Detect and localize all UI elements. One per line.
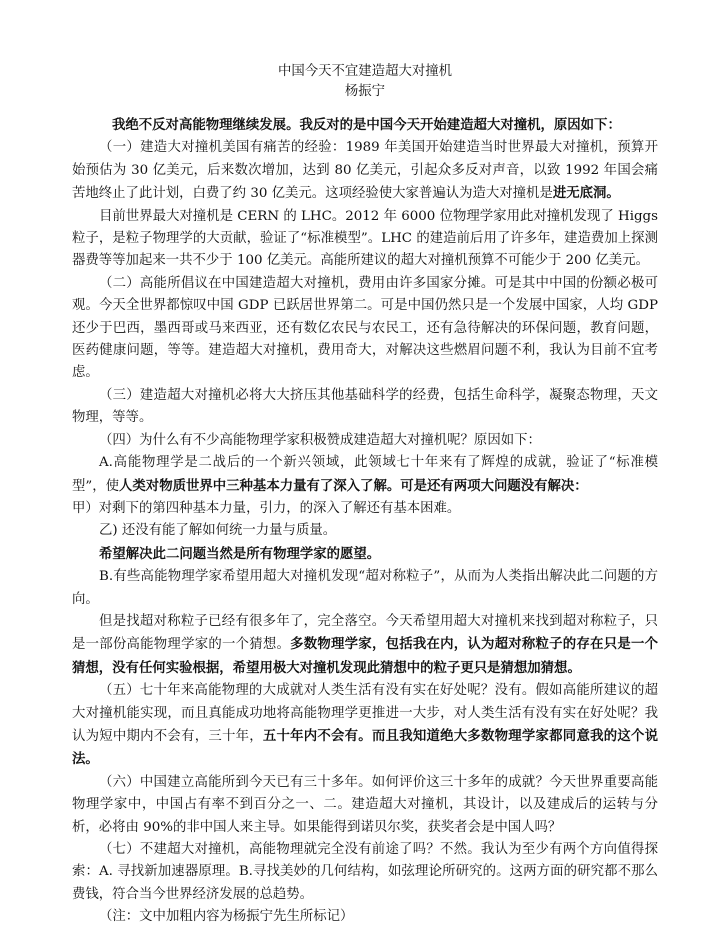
section-4-reason-c [72,611,658,680]
section-5-bold-text: 五十年内不会有。而且我知道绝大多数物理学家都同意我的这个说法。 [72,727,659,768]
section-6-paragraph: （六）中国建立高能所到今天已有三十多年。如何评价这三十多年的成就？今天世界重要高能物理学家中，中国占有率不到百分之一、二。建造超大对撞机，其设计，以及建成后的运转与分析，必将由 90%的非中国人来主导。如果能得到诺贝尔奖，获奖者会是中国人吗？ [72,774,658,835]
reason-a-bold-text: 人类对物质世界中三种基本力量有了深入了解。可是还有两项大问题没有解决： [119,477,588,494]
section-7-paragraph: （七）不建超大对撞机，高能物理就完全没有前途了吗？不然。我认为至少有两个方向值得探索：A. 寻找新加速器原理。B.寻找美妙的几何结构，如弦理论所研究的。这两方面的研究都不那么费钱，符合当今世界经济发展的总趋势。 [72,842,658,902]
reason-a-text: A.高能物理学是二战后的一个新兴领域，此领域七十年来有了辉煌的成就，验证了“标准模型”，使 [72,455,658,494]
section-1-paragraph [72,137,658,205]
section-5-text: （五）七十年来高能物理的大成就对人类生活有没有实在好处呢？没有。假如高能所建议的超大对撞机能实现，而且真能成功地将高能物理学更推进一大步，对人类生活有没有实在好处呢？我认为短中期内不会有，三十年， [72,683,658,744]
reason-a-item-2: 乙) 还没有能了解如何统一力量与质量。 [99,523,337,539]
editor-note: （注：文中加粗内容为杨振宁先生所标记） [99,909,354,925]
section-2-paragraph: （二）高能所倡议在中国建造超大对撞机，费用由许多国家分摊。可是其中中国的份额必极可观。今天全世界都惊叹中国 GDP 已跃居世界第二。可是中国仍然只是一个发展中国家，人均 GDP 还少于巴西，墨西哥或马来西亚，还有数亿农民与农民工，还有急待解决的环保问题，教育问题，医药健康问题，等等。建造超大对撞机，费用奇大，对解决这些燃眉问题不利，我认为目前不宜考虑。 [72,275,658,381]
document-title: 中国今天不宜建造超大对撞机 [277,64,453,79]
reason-c-bold-text: 多数物理学家，包括我在内，认为超对称粒子的存在只是一个猜想，没有任何实验根据，希望用极大对撞机发现此猜想中的粒子更只是猜想加猜想。 [72,636,659,676]
section-4-question: （四）为什么有不少高能物理学家积极赞成建造超大对撞机呢？原因如下： [99,432,541,448]
document-page [72,62,658,929]
section-1-bold-text: 进无底洞。 [552,185,620,202]
section-4-reason-a [72,452,658,498]
reason-a-conclusion-bold: 希望解决此二问题当然是所有物理学家的愿望。 [99,545,381,562]
section-5-paragraph [72,680,658,772]
section-1-text: （一）建造大对撞机美国有痛苦的经验：1989 年美国开始建造当时世界最大对撞机，预算开始预估为 30 亿美元，后来数次增加，达到 80 亿美元，引起众多反对声音，以致 1992 年国会痛苦地终止了此计划，白费了约 30 亿美元。这项经验使大家普遍认为造大对撞机是 [72,140,658,202]
section-4-reason-b: B.有些高能物理学家希望用超大对撞机发现“超对称粒子”，从而为人类指出解决此二问题的方向。 [72,569,658,607]
section-1-lhc-paragraph: 目前世界最大对撞机是 CERN 的 LHC。2012 年 6000 位物理学家用此对撞机发现了 Higgs 粒子，是粒子物理学的大贡献，验证了“标准模型”。LHC 的建造前后用了许多年，建造费加上探测器费等等加起来一共不少于 100 亿美元。高能所建议的超大对撞机预算不可能少于 200 亿美元。 [72,208,658,269]
reason-c-text: 但是找超对称粒子已经有很多年了，完全落空。今天希望用超大对撞机来找到超对称粒子，只是一部份高能物理学家的一个猜想。 [72,613,658,653]
reason-a-conclusion [72,543,658,566]
document-author: 杨振宁 [344,84,386,99]
section-3-paragraph: （三）建造超大对撞机必将大大挤压其他基础科学的经费，包括生命科学，凝聚态物理，天文物理，等等。 [72,387,658,426]
reason-a-item-1: 甲）对剩下的第四种基本力量，引力，的深入了解还有基本困难。 [72,500,461,516]
intro-paragraph [72,114,658,137]
intro-text: 我绝不反对高能物理继续发展。我反对的是中国今天开始建造超大对撞机，原因如下： [112,117,621,133]
